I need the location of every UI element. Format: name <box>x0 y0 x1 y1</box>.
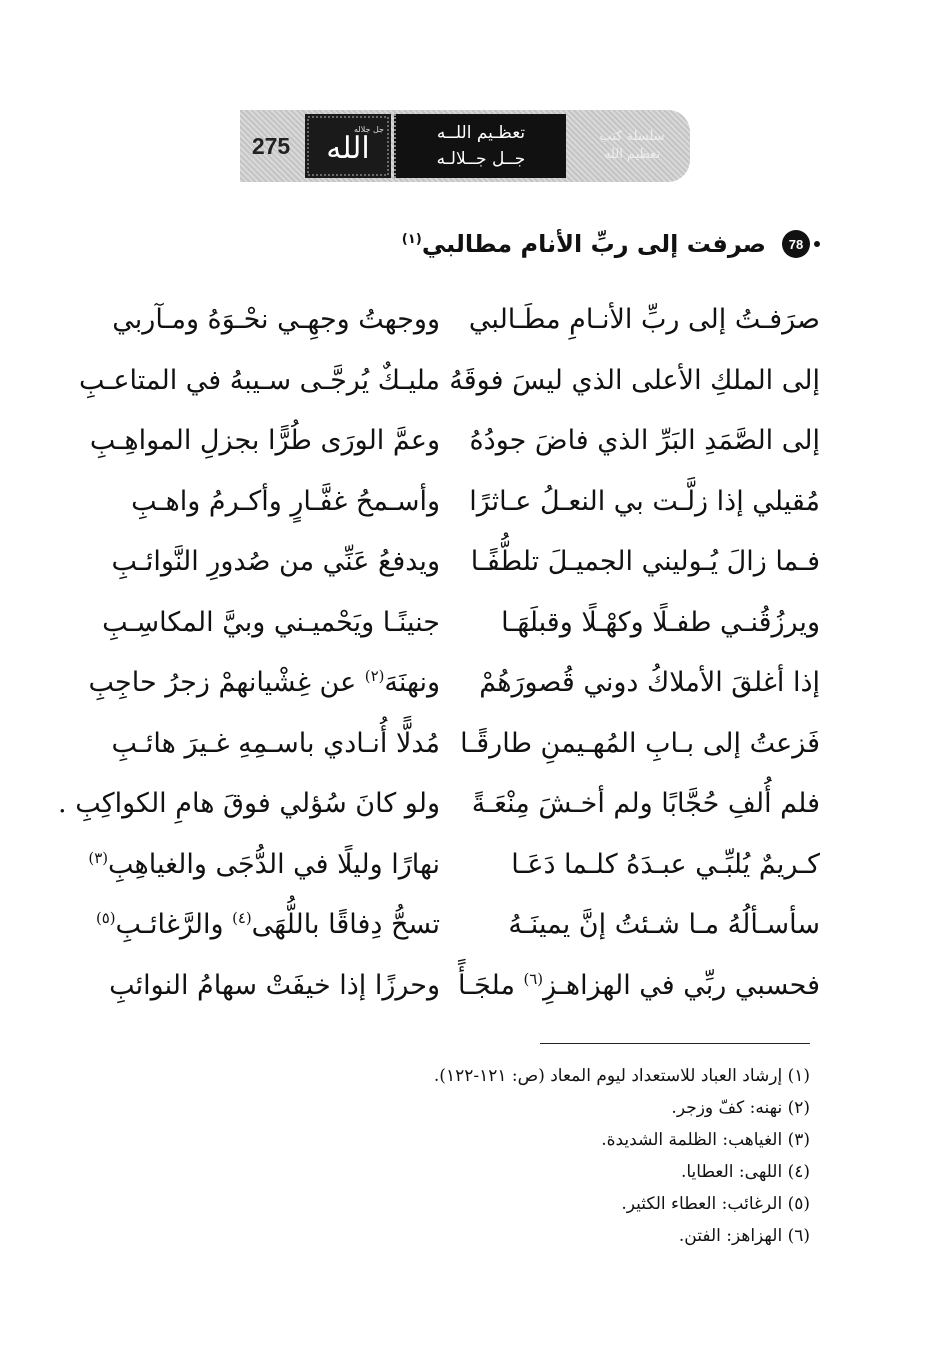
poem-number-badge: 78 <box>782 230 810 258</box>
verse-row <box>111 532 820 593</box>
series-line1: سلسلة كتب <box>599 129 665 144</box>
hemistich-text: نهارًا وليلًا في الدُّجَى والغياهِبِ <box>107 848 440 880</box>
verse-row <box>120 472 820 533</box>
verse-second-hemistich: جنينًـا ويَحْميـني وبيَّ المكاسِـبِ <box>102 606 440 638</box>
calligraphy-honorific: جل جلاله <box>354 125 384 134</box>
hemistich-text: فحسبي ربِّي في الهزاهـزِ <box>543 969 820 1001</box>
verse-row <box>109 956 820 1017</box>
verse-first-hemistich: إلى الملكِ الأعلى الذي ليسَ فوقَهُ <box>449 364 820 396</box>
verse-second-hemistich: ويدفعُ عَنِّي من صُدورِ النَّوائـبِ <box>111 546 440 577</box>
footnote-ref: (٥) <box>95 909 116 927</box>
verse-second-hemistich <box>95 895 440 955</box>
verse-second-hemistich: ولو كانَ سُؤلي فوقَ هامِ الكواكِبِ . <box>58 788 440 819</box>
verse-row <box>88 653 820 714</box>
verse-first-hemistich: فـما زالَ يُـوليني الجميـلَ تلطُّفًـا <box>470 546 820 577</box>
verse-second-hemistich: مُدلًّا أُنـادي باسـمِهِ غـيرَ هائـبِ <box>111 727 440 759</box>
verse-first-hemistich: كـريمٌ يُلبِّـي عبـدَهُ كلـما دَعَـا <box>511 848 820 880</box>
verse-row <box>102 593 820 654</box>
verse-first-hemistich: ويرزُقُنـي طفـلًا وكهْـلًا وقبلَهَـا <box>501 606 820 638</box>
verse-second-hemistich: مليـكٌ يُرجَّـى سـيبهُ في المتاعـبِ <box>78 364 440 396</box>
poem-verses <box>58 290 820 1016</box>
verse-first-hemistich: إذا أغلقَ الأملاكُ دوني قُصورَهُمْ <box>479 667 820 698</box>
poem-heading <box>400 222 820 266</box>
verse-row <box>78 351 820 412</box>
hemistich-text: تسحُّ دِفاقًا باللُّهَى <box>251 909 440 940</box>
verse-row <box>95 895 820 956</box>
footnote-separator <box>540 1043 810 1044</box>
calligraphy-emblem <box>305 114 391 178</box>
verse-row <box>112 290 820 351</box>
bullet-icon <box>814 241 820 247</box>
verse-second-hemistich: وعمَّ الورَى طُرًّا بجزلِ المواهِـبِ <box>89 425 440 456</box>
footnote: (٦) الهزاهز: الفتن. <box>678 1226 810 1246</box>
footnote: (٣) الغياهب: الظلمة الشديدة. <box>601 1130 810 1150</box>
footnote-ref: (٢) <box>364 667 385 685</box>
verse-first-hemistich: إلى الصَّمَدِ البَرِّ الذي فاضَ جودُهُ <box>469 425 820 456</box>
verse-second-hemistich: وحرزًا إذا خيفَتْ سهامُ النوائبِ <box>109 969 440 1001</box>
series-watermark <box>576 110 688 182</box>
footnote-ref: (١) <box>401 232 422 247</box>
footnote: (٤) اللهى: العطايا. <box>680 1162 810 1182</box>
book-title-block <box>394 114 566 178</box>
verse-first-hemistich: سأسـألُهُ مـا شـئتُ إنَّ يمينَـهُ <box>508 909 820 940</box>
verse-second-hemistich: ووجهتُ وجهِـي نحْـوَهُ ومـآربي <box>112 304 440 335</box>
verse-row <box>88 835 820 896</box>
verse-first-hemistich <box>457 956 820 1016</box>
verse-first-hemistich: فَزعتُ إلى بـابِ المُهـيمنِ طارقًـا <box>460 727 820 759</box>
verse-row <box>111 714 820 775</box>
footnote-ref: (٦) <box>523 969 544 988</box>
calligraphy-word: الله <box>326 131 370 166</box>
page-number: 275 <box>251 132 291 159</box>
verse-row <box>89 411 820 472</box>
hemistich-text: والرَّغائـبِ <box>115 909 233 940</box>
allah-calligraphy-icon <box>302 110 394 182</box>
footnote-ref: (٤) <box>232 909 252 927</box>
verse-second-hemistich <box>88 835 440 895</box>
verse-first-hemistich: فلم أُلفِ حُجَّابًا ولم أخـشَ مِنْعَـةً <box>471 788 820 819</box>
hemistich-text: عن غِشْيانهمْ زجرُ حاجِبِ <box>88 667 365 698</box>
hemistich-text: ونهنَهَ <box>384 667 440 698</box>
verse-row <box>58 774 820 835</box>
footnote: (٢) نهنه: كفّ وزجر. <box>671 1098 810 1118</box>
verse-first-hemistich: صرَفـتُ إلى ربِّ الأنـامِ مطَـالبي <box>468 304 820 335</box>
footnote: (١) إرشاد العباد للاستعداد ليوم المعاد (ص: ١٢١-١٢٢). <box>433 1066 810 1086</box>
footnote: (٥) الرغائب: العطاء الكثير. <box>621 1194 810 1214</box>
book-title-line1: تعظـيم اللــه <box>436 123 526 143</box>
verse-second-hemistich: وأسـمحُ غفَّـارٍ وأكـرمُ واهـبِ <box>131 485 440 517</box>
footnote-ref: (٣) <box>88 848 108 867</box>
verse-second-hemistich <box>88 653 440 713</box>
hemistich-text: ملجَـأً <box>457 969 524 1001</box>
verse-first-hemistich: مُقيلي إذا زلَّـت بي النعـلُ عـاثرًا <box>469 485 820 517</box>
poem-title <box>402 230 766 258</box>
running-header <box>240 110 690 182</box>
series-line2: تعظيم الله <box>603 147 661 162</box>
poem-title-text: صرفت إلى ربِّ الأنام مطالبي <box>421 230 766 258</box>
book-title-line2: جــل جــلالـه <box>436 149 526 169</box>
footnotes <box>380 1060 810 1252</box>
